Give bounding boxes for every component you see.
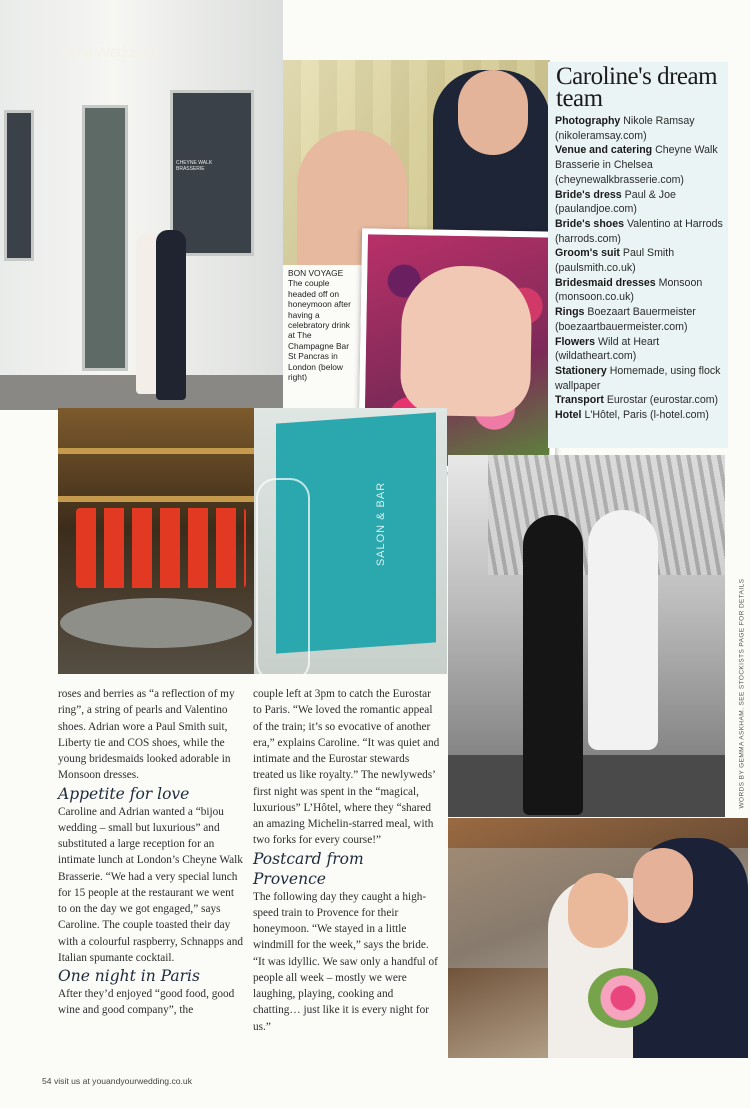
dream-team-item-value: Boezaart Bauermeister (boezaartbauermeister.com) [555, 306, 696, 333]
article-column-2 [253, 686, 441, 1035]
dream-team-item-value: Paul & Joe (paulandjoe.com) [555, 188, 676, 216]
brasserie-arched-window [170, 90, 254, 256]
paragraph: The following day they caught a high-speed train to Provence for their honeymoon. “We stayed in a little windmill for the week,” says the bride. “It was idyllic. We saw only a handful of people all week – mostly we were laughing, playing, cooking and chatting… just like it is every night for us.” [253, 890, 438, 1033]
subheading: One night in Paris [58, 967, 200, 985]
dream-team-item [555, 114, 727, 143]
bar-shelf [58, 448, 254, 454]
bride-figure [588, 510, 658, 750]
bouquet [588, 968, 658, 1028]
dream-team-item-label: Hotel [555, 409, 582, 422]
dream-team-item [555, 393, 727, 408]
groom-figure [156, 230, 186, 400]
champagne-bar-photo [448, 818, 748, 1058]
groom-figure [523, 515, 583, 815]
brasserie-sign: CHEYNE WALK BRASSERIE [176, 160, 213, 172]
dream-team-item [555, 217, 727, 246]
cocktail-glasses [76, 508, 246, 588]
dream-team-item [555, 305, 727, 334]
paragraph: roses and berries as “a reflection of my ring”, a string of pearls and Valentino shoes. Adrian wore a Paul Smith suit, Liberty tie and COS shoes, while the young bridesmaids looked adorable in Monsoon dresses. [58, 688, 235, 782]
dream-team-item [555, 408, 727, 423]
dream-team-item-label: Venue and catering [555, 144, 653, 157]
dream-team-item-value: Eurostar (eurostar.com) [606, 394, 719, 407]
brasserie-door [82, 105, 128, 371]
article-column-1 [58, 686, 243, 1019]
dream-team-item-value: L'Hôtel, Paris (l-hotel.com) [584, 409, 709, 422]
subheading: Appetite for love [58, 784, 190, 803]
photo-caption [288, 268, 356, 382]
dream-team-item-value: Wild at Heart (wildatheart.com) [555, 335, 660, 363]
brasserie-window [4, 110, 34, 261]
caption-body: The couple headed off on honeymoon after having a celebratory drink at The Champagne Bar St Pancras in London (below right) [288, 278, 351, 383]
dream-team-item [555, 188, 727, 217]
dream-team-item-label: Bride's shoes [555, 217, 625, 230]
paragraph: Caroline and Adrian wanted a “bijou wedding – small but luxurious” and substituted a large reception for an intimate lunch at London’s Cheyne Walk Brasserie. “We had a very special lunch for 15 people at the restaurant we went to on the day we got engaged,” says Caroline. The couple toasted their day with a colourful raspberry, Schnapps and Italian spumante cocktail. [58, 805, 243, 964]
brasserie-photo [0, 0, 283, 410]
subheading: Postcard from Provence [253, 849, 364, 888]
dream-team-item-label: Transport [555, 394, 604, 407]
dream-team-item-label: Rings [555, 306, 585, 319]
dream-team-item-value: Valentino at Harrods (harrods.com) [555, 217, 723, 245]
dream-team-item-value: Cheyne Walk Brasserie in Chelsea (cheynewalkbrasserie.com) [555, 144, 718, 186]
photo-credit-text: WORDS BY GEMMA ASKHAM. SEE STOCKISTS PAGE FOR DETAILS [738, 578, 746, 809]
dream-team-item-label: Stationery [555, 364, 607, 377]
dream-team-item [555, 335, 727, 364]
dream-team-item-value: Homemade, using flock wallpaper [555, 364, 721, 392]
dream-team-item [555, 276, 727, 305]
dream-team-item-value: Paul Smith (paulsmith.co.uk) [555, 247, 675, 275]
dream-team-item-label: Groom's suit [555, 247, 620, 260]
dream-team-item-label: Flowers [555, 335, 596, 348]
paragraph: After they’d enjoyed “good food, good wine and good company”, the [58, 988, 235, 1017]
silver-tray [60, 598, 252, 648]
dream-team-item [555, 364, 727, 393]
bride-face [568, 873, 628, 948]
dream-team-item-label: Photography [555, 115, 621, 127]
platform-floor [448, 755, 725, 817]
section-label: Real Weddings [62, 44, 160, 61]
hands-with-rings [400, 265, 533, 417]
photo-credit [732, 575, 746, 815]
caption-head: BON VOYAGE [288, 268, 344, 278]
cocktails-photo [58, 408, 254, 674]
menu-card-photo [254, 408, 447, 674]
station-kiss-photo [448, 455, 725, 817]
dream-team-item [555, 246, 727, 275]
dream-team-item-label: Bride's dress [555, 188, 622, 201]
groom-face [633, 848, 693, 923]
bar-shelf [58, 496, 254, 502]
dream-team-list [555, 114, 727, 423]
dream-team-title: Caroline's dream team [556, 63, 718, 112]
page-footer: 54 visit us at youandyourwedding.co.uk [42, 1076, 193, 1086]
wine-glass [256, 478, 310, 674]
dream-team-item-value: Monsoon (monsoon.co.uk) [555, 276, 703, 304]
dream-team-item [555, 143, 727, 187]
menu-card-text: SALON & BAR [375, 481, 388, 567]
paragraph: couple left at 3pm to catch the Eurostar to Paris. “We loved the romantic appeal of the train; it’s so evocative of another era,” explains Caroline. “It was quiet and intimate and the Eurostar stewards treated us like royalty.” The newlyweds’ first night was spent in the “magical, luxurious” L’Hôtel, where they “shared an amazing Michelin-starred meal, with two forks for every course!” [253, 688, 440, 847]
dream-team-item-value: Nikole Ramsay (nikoleramsay.com) [555, 115, 695, 142]
dream-team-item-label: Bridesmaid dresses [555, 276, 656, 289]
groom-face [458, 70, 528, 155]
